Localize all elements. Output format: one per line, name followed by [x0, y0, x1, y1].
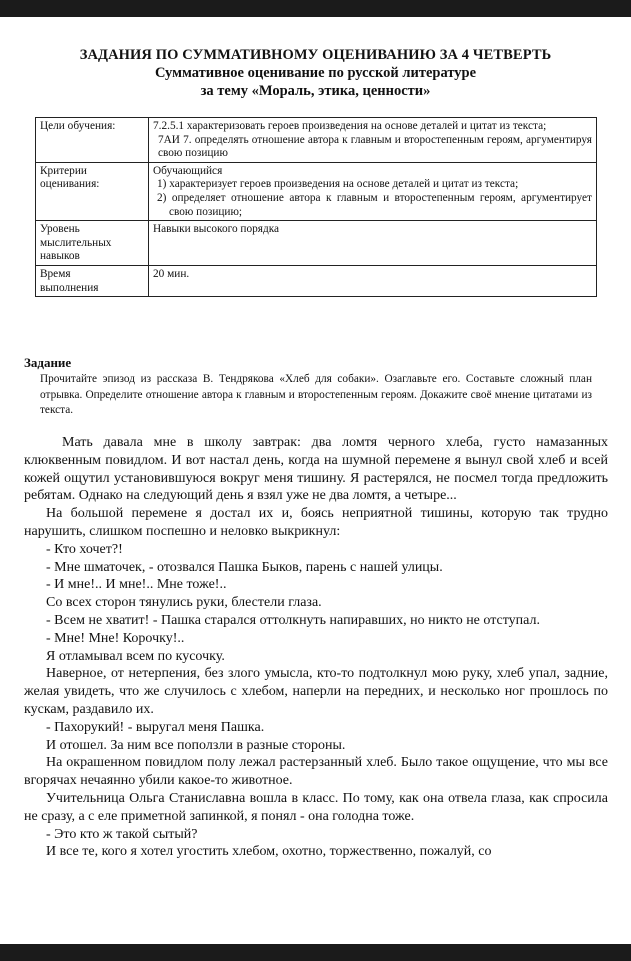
story-line: Со всех сторон тянулись руки, блестели глаза. [46, 595, 322, 611]
story-line: И все те, кого я хотел угостить хлебом, охотно, торжественно, пожалуй, со [46, 844, 492, 860]
story-paragraph: Наверное, от нетерпения, без злого умысла, кто-то подтолкнул мою руку, хлеб упал, задние, желая увидеть, что же случилось с хлебом, наперли на передних, и несколько ног прошлось по кускам, раздавило их. [24, 666, 608, 717]
top-dark-border [0, 0, 631, 17]
criteria-label: Критерии оценивания: [36, 162, 149, 220]
time-value: 20 мин. [149, 265, 597, 296]
story-line: И отошел. За ним все поползли в разные стороны. [46, 737, 346, 753]
criteria-intro: Обучающийся [153, 164, 223, 177]
story-paragraph: На окрашенном повидлом полу лежал растерзанный хлеб. Было такое ощущение, что мы все вгорячах нечаянно убили какое-то животное. [24, 755, 608, 789]
story-line: - Мне шматочек, - отозвался Пашка Быков, парень с нашей улицы. [46, 559, 443, 575]
story-line: - Это кто ж такой сытый? [46, 826, 198, 842]
story-line: Я отламывал всем по кусочку. [46, 648, 225, 664]
story-line: - Кто хочет?! [46, 541, 123, 557]
story-paragraph: Учительница Ольга Станиславна вошла в класс. По тому, как она отвела глаза, как спросила не сразу, а с еле приметной запинкой, я понял - она голодна тоже. [24, 790, 608, 824]
story-line: - Пахорукий! - выругал меня Пашка. [46, 719, 265, 735]
level-label: Уровень мыслительных навыков [36, 221, 149, 266]
task-instructions: Прочитайте эпизод из рассказа В. Тендрякова «Хлеб для собаки». Озаглавьте его. Составьте сложный план отрывка. Определите отношение автора к главным и второстепенным героям. Докажите своё мнение цитатами из текста. [40, 373, 592, 416]
story-paragraph: Мать давала мне в школу завтрак: два ломтя черного хлеба, густо намазанных клюквенным повидлом. И вот настал день, когда на шумной перемене я вынул свой хлеб и всей кожей ощутил установившуюся вокруг меня тишину. Я растерялся, не посмел тогда предложить ребятам. Однако на следующий день я взял уже не два ломтя, а четыре... [24, 435, 608, 504]
document-header [0, 47, 631, 100]
criterion-1: 1) характеризует героев произведения на основе деталей и цитат из текста; [157, 178, 519, 191]
assessment-table [35, 117, 597, 297]
goal-2: 7АИ 7. определять отношение автора к главным и второстепенным героям, аргументируя свою позицию [158, 133, 592, 160]
document-title: ЗАДАНИЯ ПО СУММАТИВНОМУ ОЦЕНИВАНИЮ ЗА 4 ЧЕТВЕРТЬ [79, 47, 552, 63]
criterion-2: 2) определяет отношение автора к главным и второстепенным героям, аргументирует свою позицию; [157, 191, 592, 218]
criteria-cell [149, 162, 597, 220]
goals-label: Цели обучения: [36, 118, 149, 163]
bottom-dark-border [0, 944, 631, 961]
level-value: Навыки высокого порядка [149, 221, 597, 266]
story-excerpt [24, 434, 608, 861]
table-row-time [36, 265, 597, 296]
time-label: Время выполнения [36, 265, 149, 296]
task-heading: Задание [24, 355, 72, 370]
story-paragraph: На большой перемене я достал их и, боясь неприятной тишины, которую так трудно нарушить, слишком поспешно и неловко выкрикнул: [24, 506, 608, 539]
table-row-level [36, 221, 597, 266]
goal-1: 7.2.5.1 характеризовать героев произведения на основе деталей и цитат из текста; [153, 120, 547, 132]
story-line: - И мне!.. И мне!.. Мне тоже!.. [46, 577, 227, 593]
story-line: - Всем не хватит! - Пашка старался оттолкнуть напиравших, но никто не отступал. [46, 612, 540, 628]
document-topic: за тему «Мораль, этика, ценности» [200, 83, 431, 99]
document-subtitle: Суммативное оценивание по русской литературе [154, 65, 477, 81]
goals-cell [149, 118, 597, 163]
table-row-criteria [36, 162, 597, 220]
story-line: - Мне! Мне! Корочку!.. [46, 630, 185, 646]
table-row-goals [36, 118, 597, 163]
